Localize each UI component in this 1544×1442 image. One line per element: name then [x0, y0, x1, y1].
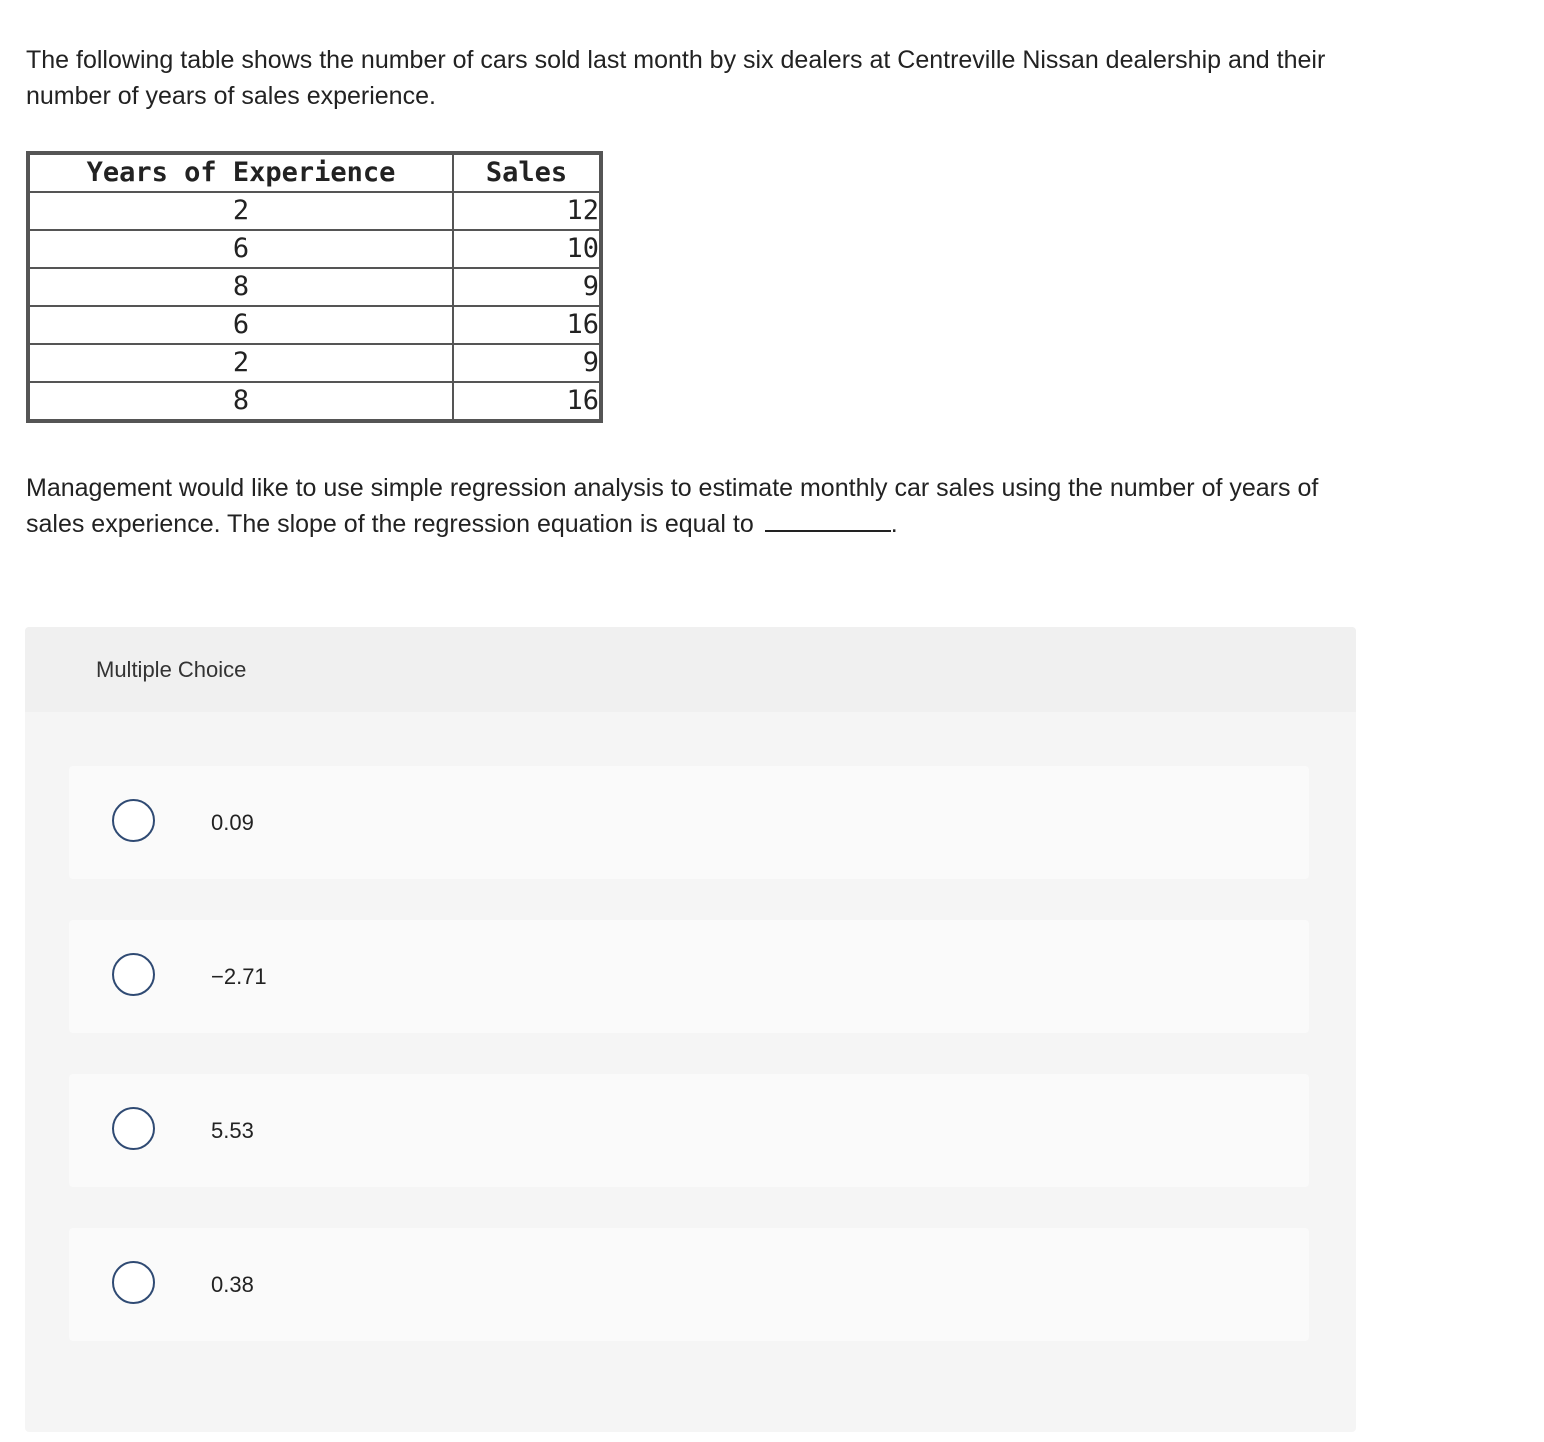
radio-button-icon[interactable]: [112, 799, 155, 842]
sales-cell: 10: [453, 230, 600, 268]
sales-cell: 9: [453, 344, 600, 382]
years-cell: 2: [29, 192, 453, 230]
table-row: [29, 268, 600, 306]
table-row: [29, 230, 600, 268]
years-cell: 6: [29, 230, 453, 268]
data-table: [26, 151, 603, 423]
question-prompt-text: Management would like to use simple regression analysis to estimate monthly car sales using the number of years of sales experience. The slope of the regression equation is equal to: [26, 474, 1319, 538]
sales-cell: 16: [453, 382, 600, 420]
column-header-years: Years of Experience: [29, 154, 453, 192]
multiple-choice-header: [25, 627, 1356, 712]
years-cell: 8: [29, 382, 453, 420]
sales-cell: 16: [453, 306, 600, 344]
choice-label: 0.09: [211, 810, 254, 835]
choice-label: −2.71: [211, 964, 267, 989]
radio-button-icon[interactable]: [112, 953, 155, 996]
sales-cell: 9: [453, 268, 600, 306]
table-row: [29, 382, 600, 420]
answer-blank: [765, 508, 891, 532]
years-cell: 2: [29, 344, 453, 382]
choice-option-2[interactable]: [69, 920, 1309, 1033]
multiple-choice-panel: [25, 627, 1356, 1432]
table-header-row: [29, 154, 600, 192]
choice-label: 0.38: [211, 1272, 254, 1297]
radio-button-icon[interactable]: [112, 1261, 155, 1304]
sales-cell: 12: [453, 192, 600, 230]
table-row: [29, 192, 600, 230]
question-intro: The following table shows the number of cars sold last month by six dealers at Centreville Nissan dealership and their number of years of sales experience.: [26, 46, 1326, 110]
choice-option-1[interactable]: [69, 766, 1309, 879]
column-header-sales: Sales: [453, 154, 600, 192]
table-row: [29, 344, 600, 382]
years-cell: 8: [29, 268, 453, 306]
question-prompt: [26, 470, 1366, 542]
prompt-period: .: [890, 510, 898, 538]
table-row: [29, 306, 600, 344]
radio-button-icon[interactable]: [112, 1107, 155, 1150]
years-cell: 6: [29, 306, 453, 344]
choice-option-3[interactable]: [69, 1074, 1309, 1187]
multiple-choice-title: Multiple Choice: [96, 657, 247, 682]
choice-label: 5.53: [211, 1118, 254, 1143]
choice-option-4[interactable]: [69, 1228, 1309, 1341]
